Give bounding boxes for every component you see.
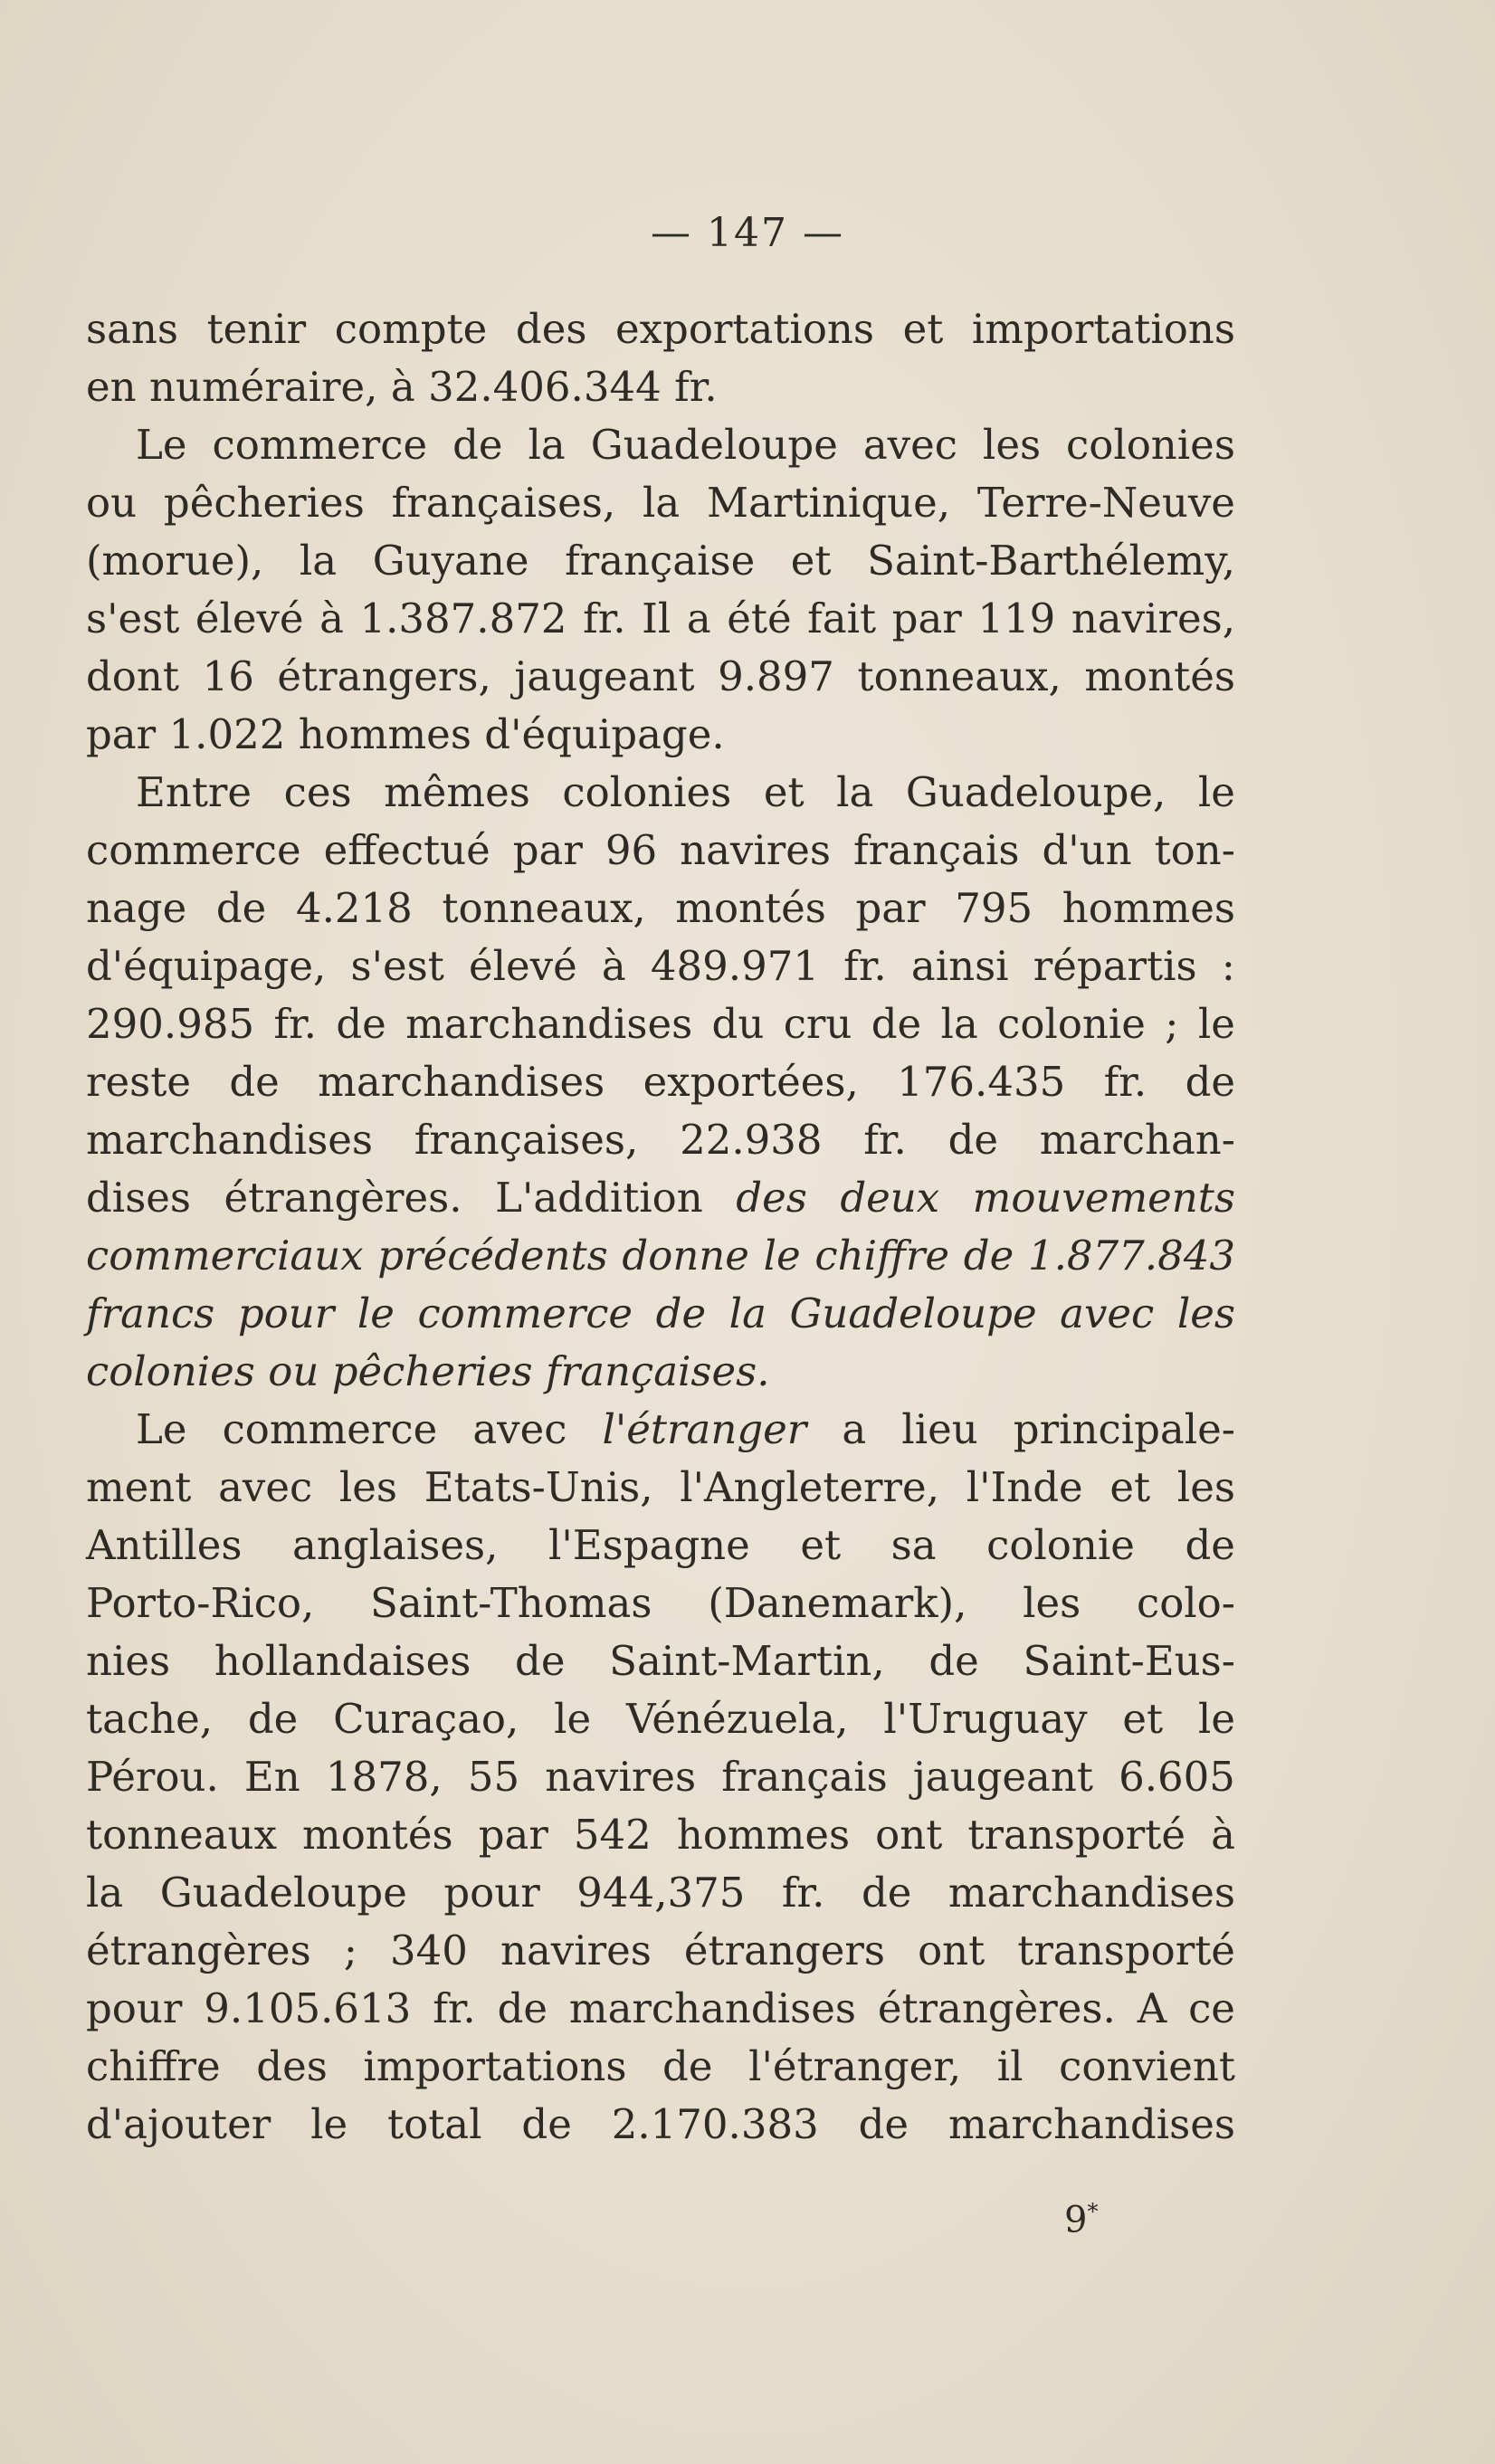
- text-line: [86, 1574, 1235, 1632]
- word: montés: [1084, 652, 1235, 700]
- word: d'ajouter: [86, 2100, 271, 2148]
- word: tonneaux,: [857, 652, 1062, 700]
- word: Le: [136, 1405, 187, 1453]
- word: cru: [783, 1000, 852, 1048]
- word: a: [686, 595, 711, 642]
- word: pêcheries: [163, 479, 365, 527]
- word: Le: [136, 421, 187, 469]
- word: de: [871, 1000, 922, 1048]
- word: répartis: [1033, 942, 1197, 990]
- word: français: [721, 1753, 888, 1801]
- word: de: [1185, 1058, 1235, 1106]
- word: montés: [675, 884, 826, 932]
- word: compte: [334, 305, 488, 353]
- word: de: [452, 421, 503, 469]
- word: (Danemark),: [708, 1579, 967, 1627]
- text-line: [86, 1401, 1235, 1459]
- word: de: [336, 1000, 386, 1048]
- word: d'équipage.: [484, 710, 725, 758]
- text-line: [86, 1864, 1235, 1922]
- word: marchandises: [568, 1984, 856, 2032]
- word: hommes: [298, 710, 471, 758]
- word: le: [310, 2100, 348, 2148]
- word: sa: [890, 1521, 937, 1569]
- word: l'étranger,: [748, 2042, 962, 2090]
- word: ;: [343, 1926, 357, 1974]
- word: et: [1109, 1463, 1151, 1511]
- word: des: [736, 1174, 807, 1222]
- word: fr.: [273, 1000, 317, 1048]
- word: Guadeloupe: [590, 421, 838, 469]
- word: de: [1185, 1521, 1235, 1569]
- word: mouvements: [972, 1174, 1235, 1222]
- word: 4.218: [295, 884, 413, 932]
- word: de: [858, 2100, 909, 2148]
- word: avec: [472, 1405, 567, 1453]
- word: Curaçao,: [333, 1695, 519, 1743]
- word: hommes: [676, 1811, 851, 1859]
- word: fr.: [863, 1116, 907, 1164]
- word: 489.971: [650, 942, 819, 990]
- word: étrangères.: [224, 1174, 462, 1222]
- word: 9.897: [718, 652, 834, 700]
- word: 542: [573, 1811, 652, 1859]
- word: navires,: [1071, 595, 1235, 642]
- word: 1.022: [168, 710, 286, 758]
- word: tonneaux: [86, 1811, 277, 1859]
- word: et: [763, 768, 805, 816]
- word: francs: [86, 1289, 215, 1337]
- text-line: [86, 1169, 1235, 1227]
- word: 96: [605, 826, 658, 874]
- word: effectué: [323, 826, 490, 874]
- word: dont: [86, 652, 179, 700]
- word: exportées,: [643, 1058, 859, 1106]
- word: transporté: [967, 1811, 1186, 1859]
- word: par: [478, 1811, 548, 1859]
- word: été: [727, 595, 792, 642]
- word: fr.: [843, 942, 887, 990]
- text-line: [86, 590, 1235, 648]
- word: la: [940, 1000, 978, 1048]
- word: reste: [86, 1058, 191, 1106]
- word: et: [790, 537, 832, 585]
- word: précédents: [377, 1232, 608, 1280]
- word: d'équipage,: [86, 942, 327, 990]
- word: Porto-Rico,: [86, 1579, 315, 1627]
- word: 340: [390, 1926, 468, 1974]
- text-line: [86, 1227, 1235, 1285]
- word: a: [842, 1405, 867, 1453]
- word: de: [215, 884, 267, 932]
- word: Etats-Unis,: [424, 1463, 653, 1511]
- word: Guadeloupe,: [905, 768, 1166, 816]
- word: de: [963, 1232, 1014, 1280]
- word: marchandises: [405, 1000, 693, 1048]
- word: les: [338, 1463, 397, 1511]
- word: Saint-Martin,: [609, 1637, 885, 1685]
- word: Entre: [136, 768, 252, 816]
- signature-mark: [1064, 2199, 1098, 2240]
- word: en: [86, 363, 137, 411]
- word: étrangères: [86, 1926, 311, 1974]
- text-line: [86, 1459, 1235, 1517]
- word: lieu: [901, 1405, 978, 1453]
- text-line: [86, 1632, 1235, 1690]
- word: A: [1137, 1984, 1167, 2032]
- text-line: [86, 1690, 1235, 1748]
- text-line: [86, 358, 1235, 416]
- word: commerce: [417, 1289, 633, 1337]
- word: l'Uruguay: [883, 1695, 1088, 1743]
- word: par: [855, 884, 926, 932]
- word: L'addition: [495, 1174, 703, 1222]
- word: exportations: [615, 305, 874, 353]
- word: Vénézuela,: [626, 1695, 849, 1743]
- word: 1.387.872: [359, 595, 567, 642]
- word: pour: [443, 1869, 540, 1917]
- word: transporté: [1017, 1926, 1235, 1974]
- word: fr.: [433, 1984, 476, 2032]
- text-line: [86, 1111, 1235, 1169]
- word: avec: [862, 421, 957, 469]
- word: de: [655, 1289, 707, 1337]
- text-line: [86, 1517, 1235, 1574]
- word: d'un: [1042, 826, 1132, 874]
- word: Guadeloupe: [789, 1289, 1037, 1337]
- word: ;: [1165, 1000, 1179, 1048]
- word: chiffre: [814, 1232, 950, 1280]
- text-line: [86, 880, 1235, 937]
- word: ton-: [1154, 826, 1235, 874]
- word: le: [1197, 1000, 1235, 1048]
- word: élevé: [469, 942, 577, 990]
- word: marchan-: [1039, 1116, 1235, 1164]
- word: fait: [807, 595, 877, 642]
- word: étrangers,: [277, 652, 491, 700]
- word: à: [1211, 1811, 1235, 1859]
- word: la: [528, 421, 566, 469]
- word: Martinique,: [707, 479, 951, 527]
- text-line: [86, 300, 1235, 358]
- word: marchandises: [947, 1869, 1235, 1917]
- word: les: [1023, 1579, 1081, 1627]
- word: Guyane: [372, 537, 529, 585]
- page-number-header: — 147 —: [651, 210, 844, 256]
- word: Saint-Eus-: [1023, 1637, 1235, 1685]
- text-line: [86, 1806, 1235, 1864]
- word: avec: [218, 1463, 313, 1511]
- text-line: [86, 648, 1235, 706]
- text-line: [86, 1053, 1235, 1111]
- word: le: [1197, 768, 1235, 816]
- word: nage: [86, 884, 187, 932]
- word: ou: [268, 1347, 319, 1395]
- word: s'est: [350, 942, 444, 990]
- word: navires: [545, 1753, 697, 1801]
- word: ou: [86, 479, 138, 527]
- word: nies: [86, 1637, 171, 1685]
- word: Antilles: [86, 1521, 243, 1569]
- word: principale-: [1013, 1405, 1235, 1453]
- text-line: [86, 474, 1235, 532]
- word: deux: [840, 1174, 940, 1222]
- word: commerce: [212, 421, 428, 469]
- word: 290.985: [86, 1000, 255, 1048]
- word: l'étranger: [602, 1405, 807, 1453]
- word: 9.105.613: [204, 1984, 412, 2032]
- word: il: [996, 2042, 1024, 2090]
- word: marchandises: [86, 1116, 374, 1164]
- word: étrangers: [683, 1926, 885, 1974]
- text-line: [86, 1343, 1235, 1401]
- word: de: [521, 2100, 572, 2148]
- word: à: [319, 595, 344, 642]
- text-line: [86, 416, 1235, 474]
- word: colonie: [986, 1521, 1135, 1569]
- word: hollandaises: [214, 1637, 471, 1685]
- word: navires: [500, 1926, 652, 1974]
- word: colo-: [1137, 1579, 1235, 1627]
- word: colonie: [997, 1000, 1146, 1048]
- word: ce: [1188, 1984, 1235, 2032]
- word: par: [512, 826, 583, 874]
- word: hommes: [1062, 884, 1235, 932]
- word: colonies: [1066, 421, 1235, 469]
- word: 1.877.843: [1027, 1232, 1235, 1280]
- word: les: [982, 421, 1042, 469]
- word: française: [565, 537, 756, 585]
- word: 22.938: [680, 1116, 823, 1164]
- word: à: [390, 363, 415, 411]
- word: ainsi: [910, 942, 1009, 990]
- text-line: [86, 1980, 1235, 2038]
- word: 16: [202, 652, 254, 700]
- word: 1878,: [325, 1753, 443, 1801]
- word: Saint-Barthélemy,: [867, 537, 1235, 585]
- word: de: [247, 1695, 299, 1743]
- text-line: [86, 995, 1235, 1053]
- text-line: [86, 822, 1235, 880]
- text-line: [86, 2096, 1235, 2154]
- word: fr.: [1103, 1058, 1147, 1106]
- word: l'Angleterre,: [680, 1463, 939, 1511]
- word: et: [800, 1521, 842, 1569]
- word: le: [357, 1289, 395, 1337]
- text-line: [86, 532, 1235, 590]
- word: En: [243, 1753, 300, 1801]
- word: tache,: [86, 1695, 214, 1743]
- word: la: [836, 768, 874, 816]
- word: s'est: [86, 595, 180, 642]
- word: 2.170.383: [611, 2100, 819, 2148]
- word: (morue),: [86, 537, 264, 585]
- word: fr.: [674, 363, 718, 411]
- word: avec: [1060, 1289, 1155, 1337]
- word: numéraire,: [149, 363, 378, 411]
- word: et: [902, 305, 944, 353]
- word: la: [299, 537, 338, 585]
- word: total: [387, 2100, 482, 2148]
- word: pour: [237, 1289, 335, 1337]
- word: 55: [467, 1753, 520, 1801]
- word: commerce: [222, 1405, 438, 1453]
- word: la: [728, 1289, 767, 1337]
- word: donne: [622, 1232, 749, 1280]
- word: importations: [363, 2042, 627, 2090]
- word: françaises,: [391, 479, 616, 527]
- word: les: [1176, 1463, 1235, 1511]
- word: Guadeloupe: [159, 1869, 407, 1917]
- word: élevé: [195, 595, 304, 642]
- word: marchandises: [947, 2100, 1235, 2148]
- word: fr.: [781, 1869, 825, 1917]
- word: l'Inde: [966, 1463, 1083, 1511]
- word: :: [1221, 942, 1235, 990]
- word: chiffre: [86, 2042, 221, 2090]
- word: 6.605: [1119, 1753, 1235, 1801]
- text-line: [86, 1748, 1235, 1806]
- word: ont: [875, 1811, 943, 1859]
- word: des: [256, 2042, 328, 2090]
- word: fr.: [583, 595, 626, 642]
- word: le: [1197, 1695, 1235, 1743]
- word: colonies: [562, 768, 732, 816]
- word: étrangères.: [877, 1984, 1116, 2032]
- word: ment: [86, 1463, 192, 1511]
- word: navires: [680, 826, 831, 874]
- word: Pérou.: [86, 1753, 219, 1801]
- word: colonies: [86, 1347, 255, 1395]
- word: dises: [86, 1174, 192, 1222]
- word: des: [515, 305, 587, 353]
- text-line: [86, 1285, 1235, 1343]
- word: le: [763, 1232, 801, 1280]
- word: pour: [86, 1984, 183, 2032]
- word: marchandises: [318, 1058, 605, 1106]
- word: de: [947, 1116, 998, 1164]
- word: montés: [302, 1811, 453, 1859]
- word: anglaises,: [292, 1521, 499, 1569]
- word: tenir: [206, 305, 307, 353]
- word: convient: [1059, 2042, 1235, 2090]
- word: de: [229, 1058, 280, 1106]
- word: ces: [283, 768, 352, 816]
- word: importations: [971, 305, 1235, 353]
- word: pêcheries: [331, 1347, 533, 1395]
- word: 119: [977, 595, 1056, 642]
- word: de: [662, 2042, 713, 2090]
- word: de: [928, 1637, 979, 1685]
- text-line: [86, 1922, 1235, 1980]
- word: Terre-Neuve: [976, 479, 1235, 527]
- text-line: [86, 764, 1235, 822]
- signature-asterisk: *: [1087, 2199, 1099, 2224]
- word: tonneaux,: [442, 884, 646, 932]
- word: par: [86, 710, 157, 758]
- text-line: [86, 2038, 1235, 2096]
- word: Saint-Thomas: [370, 1579, 652, 1627]
- word: de: [861, 1869, 912, 1917]
- word: et: [1122, 1695, 1164, 1743]
- word: commerce: [86, 826, 301, 874]
- word: le: [554, 1695, 592, 1743]
- text-line: [86, 937, 1235, 995]
- signature-number: 9: [1064, 2199, 1088, 2241]
- word: jaugeant: [514, 652, 695, 700]
- word: l'Espagne: [548, 1521, 750, 1569]
- word: sans: [86, 305, 178, 353]
- word: la: [642, 479, 681, 527]
- word: 944,375: [576, 1869, 746, 1917]
- word: ont: [918, 1926, 986, 1974]
- word: 176.435: [897, 1058, 1066, 1106]
- word: à: [601, 942, 626, 990]
- word: français: [852, 826, 1020, 874]
- word: mêmes: [384, 768, 530, 816]
- word: Il: [642, 595, 671, 642]
- word: du: [711, 1000, 765, 1048]
- word: 32.406.344: [428, 363, 662, 411]
- word: la: [86, 1869, 124, 1917]
- word: de: [515, 1637, 566, 1685]
- word: par: [891, 595, 962, 642]
- text-line: [86, 706, 1235, 764]
- word: de: [497, 1984, 548, 2032]
- word: commerciaux: [86, 1232, 364, 1280]
- word: jaugeant: [912, 1753, 1093, 1801]
- word: les: [1176, 1289, 1235, 1337]
- body-text: [86, 300, 1235, 2154]
- word: françaises.: [546, 1347, 770, 1395]
- word: françaises,: [414, 1116, 639, 1164]
- word: 795: [955, 884, 1033, 932]
